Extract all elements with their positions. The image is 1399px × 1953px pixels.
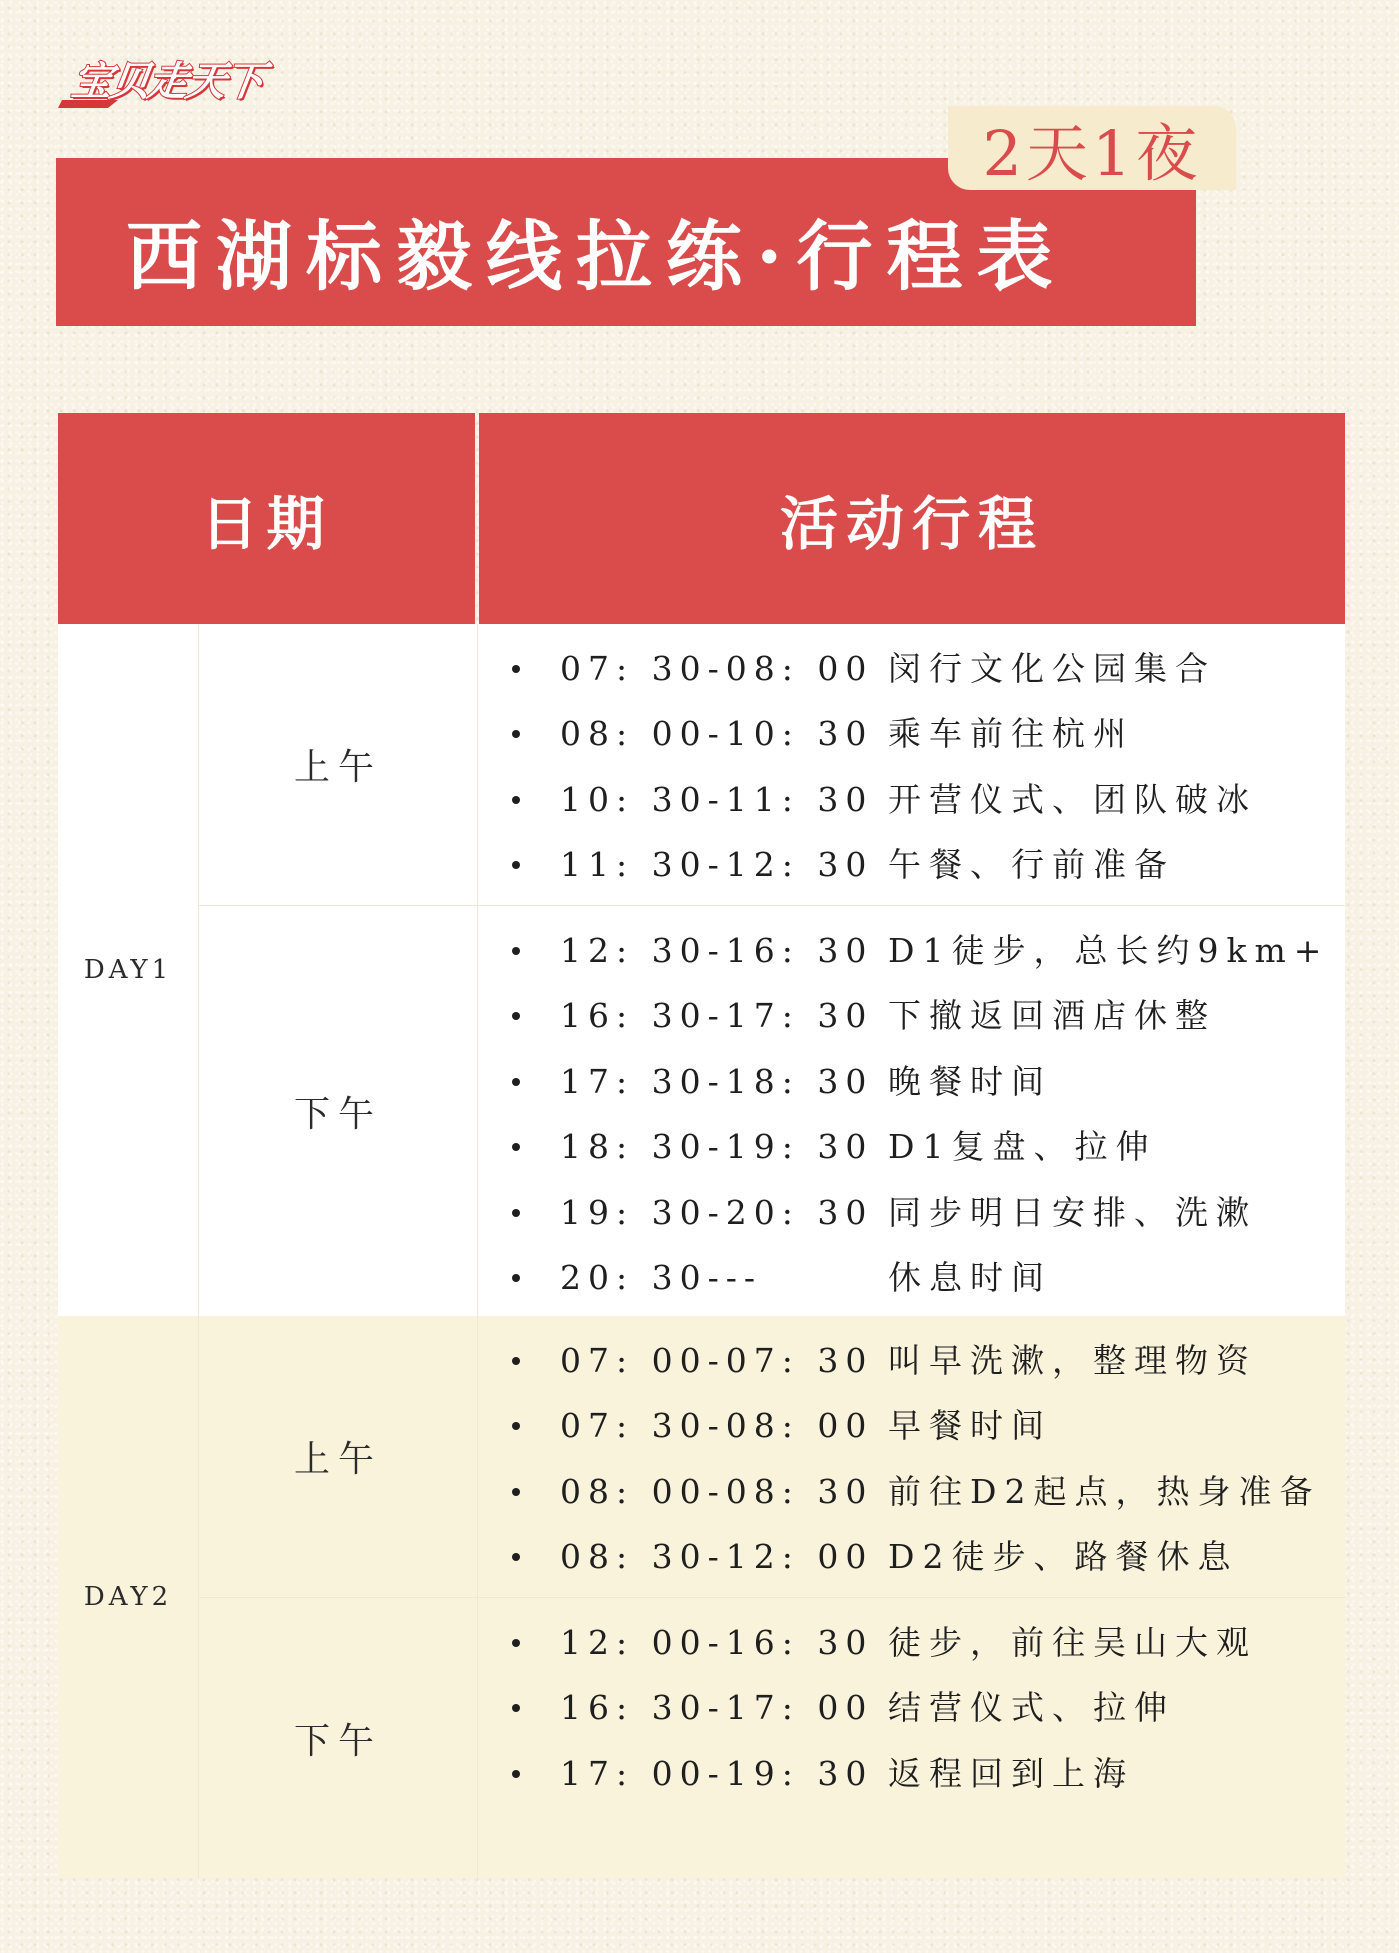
period-label: 下午 <box>293 1720 382 1762</box>
period-label: 上午 <box>293 747 382 788</box>
itinerary-table <box>58 413 1345 1878</box>
item-activity: 下撤返回酒店休整 <box>888 996 1216 1035</box>
bullet-icon <box>512 1357 520 1365</box>
item-activity: D2徒步、路餐休息 <box>888 1537 1239 1576</box>
header-activities: 活动行程 <box>479 413 1345 624</box>
list-item <box>478 931 1345 971</box>
item-activity: D1复盘、拉伸 <box>888 1127 1157 1166</box>
period-label: 下午 <box>293 1093 382 1135</box>
item-time: 08: 30-12: 00 <box>560 1537 874 1576</box>
brand-logo <box>58 54 303 110</box>
bullet-icon <box>512 1488 520 1496</box>
list-item <box>478 1688 1345 1728</box>
bullet-icon <box>512 796 520 804</box>
list-item <box>478 1193 1345 1233</box>
list-item <box>478 649 1345 689</box>
day-2-section <box>58 1316 1345 1878</box>
item-time: 16: 30-17: 00 <box>560 1688 874 1727</box>
item-activity: 返程回到上海 <box>888 1754 1134 1793</box>
bullet-icon <box>512 1274 520 1282</box>
list-item <box>478 1754 1345 1794</box>
bullet-icon <box>512 861 520 869</box>
list-item <box>478 996 1345 1036</box>
table-header <box>58 413 1345 624</box>
bullet-icon <box>512 730 520 738</box>
item-time: 10: 30-11: 30 <box>560 780 874 819</box>
day-label: DAY2 <box>83 1582 173 1612</box>
item-activity: 闵行文化公园集合 <box>888 649 1216 688</box>
activity-list <box>478 624 1345 905</box>
bullet-icon <box>512 1012 520 1020</box>
item-time: 18: 30-19: 30 <box>560 1127 874 1166</box>
item-activity: 前往D2起点，热身准备 <box>888 1472 1321 1511</box>
item-time: 07: 30-08: 00 <box>560 649 874 688</box>
item-time: 12: 30-16: 30 <box>560 931 874 970</box>
bullet-icon <box>512 1770 520 1778</box>
item-activity: 同步明日安排、洗漱 <box>888 1193 1257 1232</box>
item-time: 08: 00-08: 30 <box>560 1472 874 1511</box>
list-item <box>478 1341 1345 1381</box>
activity-list <box>478 906 1345 1316</box>
item-time: 17: 30-18: 30 <box>560 1062 874 1101</box>
item-activity: 乘车前往杭州 <box>888 714 1134 753</box>
header-date: 日期 <box>58 413 475 624</box>
item-activity: 结营仪式、拉伸 <box>888 1688 1175 1727</box>
activity-list <box>478 1598 1345 1878</box>
item-time: 20: 30--- <box>560 1258 763 1297</box>
bullet-icon <box>512 1078 520 1086</box>
list-item <box>478 1258 1345 1298</box>
brand-logo-text: 宝贝走天下 <box>68 59 266 105</box>
item-activity: 晚餐时间 <box>888 1062 1052 1101</box>
list-item <box>478 1062 1345 1102</box>
list-item <box>478 1623 1345 1663</box>
item-time: 12: 00-16: 30 <box>560 1623 874 1662</box>
list-item <box>478 1472 1345 1512</box>
item-activity: 早餐时间 <box>888 1406 1052 1445</box>
bullet-icon <box>512 1704 520 1712</box>
item-activity: D1徒步，总长约9km+ <box>888 931 1330 970</box>
activity-list <box>478 1316 1345 1597</box>
item-activity: 徒步，前往吴山大观 <box>888 1623 1257 1662</box>
item-time: 08: 00-10: 30 <box>560 714 874 753</box>
list-item <box>478 1537 1345 1577</box>
item-time: 17: 00-19: 30 <box>560 1754 874 1793</box>
list-item <box>478 714 1345 754</box>
item-activity: 开营仪式、团队破冰 <box>888 780 1257 819</box>
bullet-icon <box>512 1639 520 1647</box>
item-activity: 午餐、行前准备 <box>888 845 1175 884</box>
list-item <box>478 1406 1345 1446</box>
item-time: 19: 30-20: 30 <box>560 1193 874 1232</box>
period-afternoon <box>199 905 1345 1316</box>
day-1-section <box>58 624 1345 1316</box>
bullet-icon <box>512 947 520 955</box>
bullet-icon <box>512 1553 520 1561</box>
period-morning <box>199 624 1345 905</box>
period-afternoon <box>199 1597 1345 1878</box>
period-morning <box>199 1316 1345 1597</box>
duration-badge-text: 2天1夜 <box>982 116 1202 190</box>
list-item <box>478 780 1345 820</box>
bullet-icon <box>512 665 520 673</box>
item-activity: 休息时间 <box>888 1258 1052 1297</box>
bullet-icon <box>512 1209 520 1217</box>
item-time: 16: 30-17: 30 <box>560 996 874 1035</box>
item-activity: 叫早洗漱，整理物资 <box>888 1341 1257 1380</box>
bullet-icon <box>512 1422 520 1430</box>
item-time: 07: 00-07: 30 <box>560 1341 874 1380</box>
page-title: 西湖标毅线拉练·行程表 <box>126 212 1067 301</box>
list-item <box>478 1127 1345 1167</box>
day-label: DAY1 <box>83 955 173 985</box>
list-item <box>478 845 1345 885</box>
bullet-icon <box>512 1143 520 1151</box>
period-label: 上午 <box>293 1439 382 1480</box>
duration-badge <box>948 106 1236 190</box>
item-time: 07: 30-08: 00 <box>560 1406 874 1445</box>
item-time: 11: 30-12: 30 <box>560 845 874 884</box>
